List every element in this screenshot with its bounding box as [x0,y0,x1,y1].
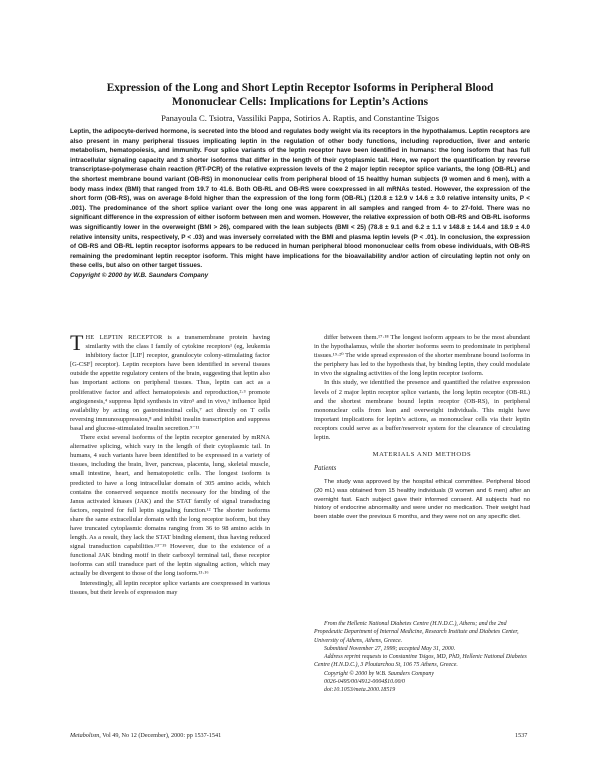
right-column [314,333,530,521]
intro-paragraph-1-text: is a transmembrane protein having similarity with the class I family of cytokine receptors¹ (eg, leukemia inhibitory factor [LIF] receptor, granulocyte colony-stimulating factor [G-CSF] receptor). Leptin receptors have been identified in several tissues outside the appetite regulatory centers of the brain, suggesting that leptin also has important actions on peripheral tissues. Thus, leptin can act as a proliferative factor and affect hematopoiesis and reproduction,²·³ promote angiogenesis,⁴ suppress lipid synthesis in vitro⁵ and in vivo,⁶ influence lipid availability by acting on gastrointestinal cells,⁷ act directly on T cells reversing immunosuppression,⁸ and inhibit insulin transcription and suppress basal and glucose-stimulated insulin secretion.⁹⁻¹¹ [70,334,270,432]
drop-cap: T [70,330,84,355]
journal-citation [70,732,221,739]
intro-paragraph-2: There exist several isoforms of the leptin receptor generated by mRNA alternative splicing, which vary in the length of their cytoplasmic tail. In humans, 4 such variants have been identified to be expressed in a variety of tissues, including the brain, liver, pancreas, placenta, lung, skeletal muscle, small intestine, heart, and hematopoietic cells. The longest isoform is predicted to have a long intracellular domain of 305 amino acids, which contains the conserved sequence motifs necessary for the binding of the Janus activated kinases (JAK) and the STAT family of signal transducing factors, required for full leptin signaling function.¹² The shorter isoforms share the same extracellular domain with the long receptor isoform, but they have truncated cytoplasmic domains ranging from 36 to 98 amino acids in length. As a result, they lack the STAT binding element, thus having reduced signal transduction capabilities.¹³⁻¹⁵ However, due to the existence of a functional JAK binding motif in their carboxyl terminal tail, these receptor isoforms can still transduce part of the leptin signaling action, which may actually be divergent to those of the long isoform.¹³·¹⁶ [70,434,270,578]
author-list: Panayoula C. Tsiotra, Vassiliki Pappa, Sotirios A. Raptis, and Constantine Tsigos [161,113,439,123]
abstract-text: Leptin, the adipocyte-derived hormone, is secreted into the blood and regulates body weight via its receptors in the hypothalamus. Leptin receptors are also present in many peripheral tissues implicating leptin in the regulation of other body functions, including reproduction, liver and enteric metabolism, hematopoiesis, and immunity. Four splice variants of the leptin receptor have been identified in humans: the long isoform that has full intracellular signaling capacity and 3 shorter isoforms that differ in the length of their cytoplasmic tail. Here, we report the quantification by reverse transcriptase-polymerase chain reaction (RT-PCR) of the relative expression levels of the 2 major leptin receptor splice variants, the long (OB-RL) and the shortest membrane bound variant (OB-RS) in mononuclear cells from peripheral blood of 15 healthy human subjects (9 women and 6 men), with a body mass index (BMI) that ranged from 19.7 to 41.6. Both OB-RL and OB-RS were coexpressed in all mRNAs tested. However, the expression of the short form (OB-RS), was on average 8-fold higher than the expression of the long form (OB-RL) (120.8 ± 12.9 v 14.6 ± 3.0 relative intensity units, P < .001). The predominance of the short splice variant over the long one was apparent in all samples and ranged from 4- to 27-fold. There was no significant difference in the expression of either isoform between men and women. However, the relative expression of both OB-RS and OB-RL isoforms was significantly lower in the overweight (BMI > 26), compared with the lean subjects (BMI < 25) (78.8 ± 9.1 and 6.2 ± 1.1 v 148.8 ± 14.4 and 18.9 ± 4.0 relative intensity units, respectively, P < .03) and was inversely correlated with the BMI and plasma leptin levels (P < .01). In conclusion, the expression of OB-RS and OB-RL leptin receptor isoforms appears to be reduced in human peripheral blood mononuclear cells from obese individuals, with OB-RS remaining the predominant leptin receptor isoform. This might have implications for the bioavailability and/or action of circulating leptin not only on these cells, but also on other target tissues. [70,128,530,270]
footnotes [314,620,530,695]
intro-paragraph-4: differ between them.¹⁷·¹⁸ The longest isoform appears to be the most abundant in the hypothalamus, while the shorter isoforms seem to predominate in peripheral tissues.¹⁹·²⁰ The wide spread expression of the shorter membrane bound isoforms in the periphery has led to the hypothesis that, by binding leptin, they could modulate in vivo the signaling activities of the long leptin receptor isoform. [314,334,530,378]
methods-paragraph: The study was approved by the hospital ethical committee. Peripheral blood (20 mL) was obtained from 15 healthy individuals (9 women and 6 men) after an overnight fast. Each subject gave their informed consent. All subjects had no history of endocrine abnormality and were under no medication. Their weight had been stable over the previous 6 months, and they were not on any specific diet. [314,479,530,520]
intro-lead: HE LEPTIN RECEPTOR [85,334,163,341]
abstract [70,127,530,281]
issn-note: 0026-0495/00/4912-0004$10.00/0 [324,679,405,686]
methods-body [314,478,530,521]
subsection-heading: Patients [314,465,337,473]
citation-details: , Vol 49, No 12 (December), 2000: pp 1537-1541 [99,732,222,739]
affiliation-note: From the Hellenic National Diabetes Centre (H.N.D.C.), Athens; and the 2nd Propedeutic Department of Internal Medicine, Research Institute and Diabetes Center, University of Athens, Athens, Greece. [314,621,519,644]
article-title [60,81,540,109]
section-heading: MATERIALS AND METHODS [372,451,472,459]
left-column [70,330,270,597]
title-line-2: Mononuclear Cells: Implications for Leptin’s Actions [171,96,429,108]
title-line-1: Expression of the Long and Short Leptin Receptor Isoforms in Peripheral Blood [106,82,494,94]
footnote-copyright: Copyright © 2000 by W.B. Saunders Company [324,670,434,677]
abstract-copyright: Copyright © 2000 by W.B. Saunders Company [70,271,209,279]
journal-name: Metabolism [70,732,100,739]
page-number: 1537 [515,732,528,739]
intro-paragraph-1 [70,330,270,433]
intro-paragraph-3: Interestingly, all leptin receptor splice variants are coexpressed in various tissues, but their levels of expression may [70,579,270,596]
submitted-note: Submitted November 27, 1999; accepted May 31, 2000. [324,645,456,652]
reprint-note: Address reprint requests to Constantine Tsigos, MD, PhD, Hellenic National Diabetes Centre (H.N.D.C.), 3 Ploutarchou St, 106 75 Athens, Greece. [314,654,527,669]
intro-paragraph-5: In this study, we identified the presence and quantified the relative expression levels of 2 major leptin receptor splice variants, the long leptin receptor (OB-RL) and the shortest membrane bound leptin receptor (OB-RS), in peripheral mononuclear cells from lean and overweight individuals. This might have important implications for leptin’s actions, as mononuclear cells via their leptin receptors could serve as a buffer/reservoir system for the clearance of circulating leptin. [314,379,530,442]
doi-note: doi:10.1053/meta.2000.18519 [324,687,396,694]
